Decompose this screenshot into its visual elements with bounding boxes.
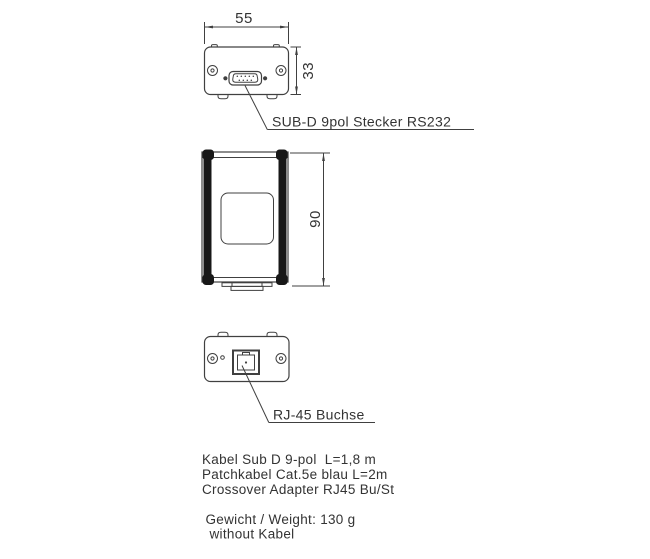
bottom-view — [205, 332, 376, 422]
side-view-label-recess — [221, 193, 274, 244]
sub-d-callout — [245, 86, 474, 130]
side-view-connector-edge — [222, 283, 272, 291]
screw-bottom-right — [276, 354, 286, 364]
dimension-width — [205, 10, 289, 44]
sub-d-dshape — [233, 74, 258, 82]
rj45-jack — [233, 351, 259, 375]
bottom-view-foot-right — [267, 332, 277, 336]
sub-d-jackscrew-right — [263, 76, 267, 80]
notes-block — [202, 452, 394, 542]
dimension-depth-value: 33 — [300, 61, 317, 80]
weight-note: without Kabel — [209, 526, 295, 542]
screw-bottom-left — [208, 354, 218, 364]
sub-d-pins — [237, 76, 255, 82]
dimension-height-value: 90 — [307, 210, 324, 228]
rj45-center-dot — [245, 361, 247, 363]
side-view-cap-bottom-left — [203, 274, 215, 285]
side-view-rail-left — [204, 158, 212, 277]
screw-left — [208, 66, 218, 76]
rj45-callout — [242, 366, 375, 423]
top-view — [205, 10, 475, 130]
rj45-label: RJ-45 Buchse — [273, 406, 365, 423]
side-view-cap-bottom-right — [276, 274, 288, 285]
screw-right — [276, 66, 286, 76]
side-view-housing — [202, 152, 288, 282]
sub-d-leader-line — [245, 86, 267, 130]
sub-d-jackscrew-left — [223, 76, 227, 80]
top-view-foot-right — [267, 95, 277, 99]
weight-line: Gewicht / Weight: 130 g — [205, 512, 356, 527]
screw-right-center — [279, 69, 282, 72]
screw-left-center — [211, 69, 214, 72]
dimension-width-value: 55 — [235, 10, 253, 27]
dimension-depth — [291, 47, 318, 95]
screw-bottom-left-center — [211, 357, 214, 360]
note-patch-cable: Patchkabel Cat.5e blau L=2m — [202, 467, 388, 482]
side-view-cap-top-right — [276, 150, 288, 161]
side-view-rail-right — [279, 158, 287, 277]
side-view — [202, 150, 330, 291]
dimension-height — [290, 153, 330, 286]
side-view-cap-top-left — [203, 150, 215, 161]
note-crossover-adapter: Crossover Adapter RJ45 Bu/St — [202, 482, 395, 497]
bottom-view-foot-left — [218, 332, 228, 336]
rj45-latch-slot — [243, 353, 250, 356]
sub-d-label: SUB-D 9pol Stecker RS232 — [272, 113, 452, 130]
led-hole — [221, 356, 225, 360]
note-cable-subd: Kabel Sub D 9-pol L=1,8 m — [202, 452, 377, 467]
screw-bottom-right-center — [279, 357, 282, 360]
top-view-foot-left — [218, 95, 228, 99]
sub-d-connector — [223, 72, 267, 86]
